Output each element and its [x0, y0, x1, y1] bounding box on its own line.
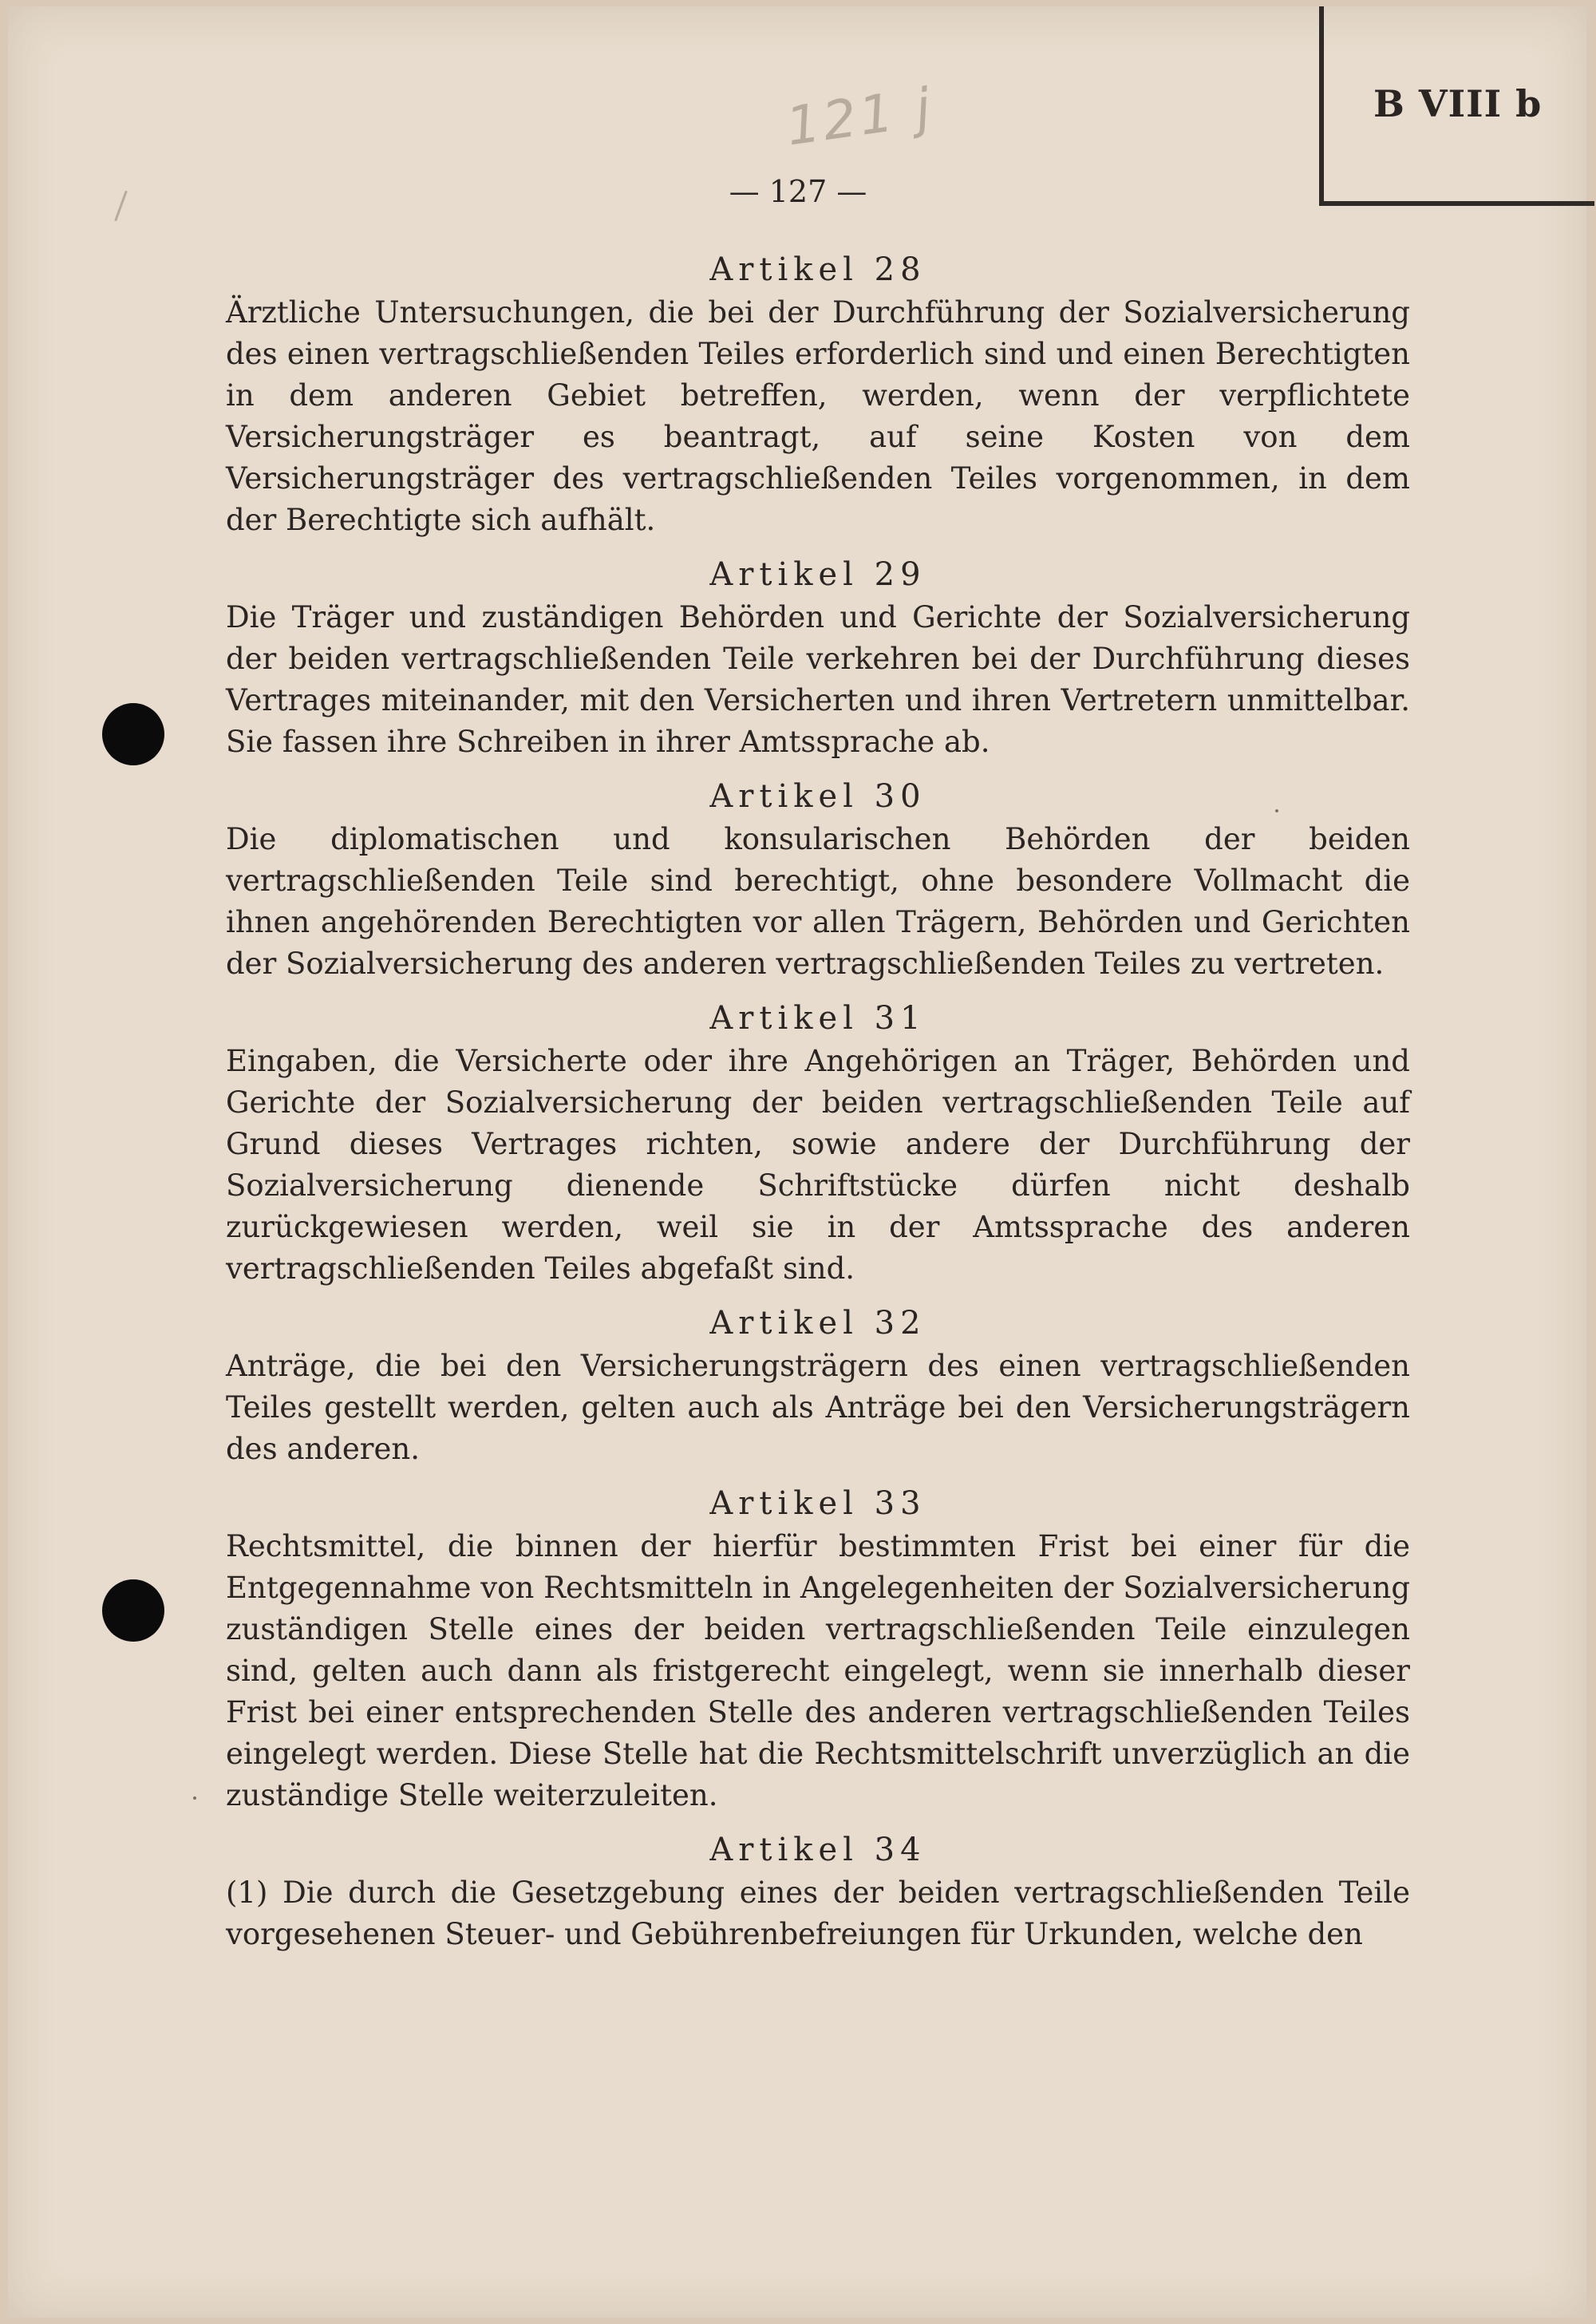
- article-text: (1) Die durch die Gesetzgebung eines der beiden vertragschließenden Teile vorgesehenen Steuer- und Gebührenbefreiungen für Urkunden, welche den: [226, 1875, 1410, 1951]
- article-heading: Artikel 29: [709, 556, 926, 593]
- article-heading: Artikel 30: [709, 778, 926, 815]
- article-heading: Artikel 31: [709, 1000, 926, 1037]
- page-number: — 127 —: [729, 174, 867, 209]
- article-text: Eingaben, die Versicherte oder ihre Angehörigen an Träger, Behörden und Gerichte der Sozialversicherung der beiden vertragschließenden Teile auf Grund dieses Vertrages richten, sowie andere der Durchführung der Sozialversicherung dienende Schriftstücke dürfen nicht deshalb zurückgewiesen werden, weil sie in der Amtssprache des anderen vertragschließenden Teiles abgefaßt sind.: [226, 1044, 1410, 1286]
- stamp-label: B VIII b: [1373, 82, 1543, 125]
- article-text: Ärztliche Untersuchungen, die bei der Durchführung der Sozialversicherung des einen vertragschließenden Teiles erforderlich sind und einen Berechtigten in dem anderen Gebiet betreffen, werden, wenn der verpflichtete Versicherungsträger es beantragt, auf seine Kosten von dem Versicherungsträger des vertragschließenden Teiles vorgenommen, in dem der Berechtigte sich aufhält.: [226, 295, 1410, 537]
- article-heading: Artikel 33: [709, 1485, 926, 1522]
- article-text: Die Träger und zuständigen Behörden und Gerichte der Sozialversicherung der beiden vertragschließenden Teile verkehren bei der Durchführung dieses Vertrages miteinander, mit den Versicherten und ihren Vertretern unmittelbar. Sie fassen ihre Schreiben in ihrer Amtssprache ab.: [226, 600, 1410, 759]
- document-body: [226, 247, 1410, 1955]
- punch-hole-icon: [102, 1579, 164, 1642]
- article-34: [226, 1828, 1410, 1955]
- article-29: [226, 552, 1410, 763]
- paper-speck: [193, 1796, 196, 1800]
- article-31: [226, 996, 1410, 1290]
- article-text: Rechtsmittel, die binnen der hierfür bestimmten Frist bei einer für die Entgegennahme von Rechtsmitteln in Angelegenheiten der Sozialversicherung zuständigen Stelle eines der beiden vertragschließenden Teile einzulegen sind, gelten auch dann als fristgerecht eingelegt, wenn sie innerhalb dieser Frist bei einer entsprechenden Stelle des anderen vertragschließenden Teiles eingelegt werden. Diese Stelle hat die Rechtsmittelschrift unverzüglich an die zuständige Stelle weiterzuleiten.: [226, 1529, 1410, 1812]
- article-text: Die diplomatischen und konsularischen Behörden der beiden vertragschließenden Teile sind berechtigt, ohne besondere Vollmacht die ihnen angehörenden Berechtigten vor allen Trägern, Behörden und Gerichten der Sozialversicherung des anderen vertragschließenden Teiles zu vertreten.: [226, 822, 1410, 981]
- article-heading: Artikel 34: [709, 1832, 926, 1868]
- article-33: [226, 1481, 1410, 1816]
- article-32: [226, 1301, 1410, 1470]
- article-heading: Artikel 32: [709, 1305, 926, 1342]
- handwritten-annotation: 121 j: [782, 76, 938, 158]
- article-text: Anträge, die bei den Versicherungsträgern des einen vertragschließenden Teiles gestellt werden, gelten auch als Anträge bei den Versicherungsträgern des anderen.: [226, 1349, 1410, 1466]
- article-30: [226, 774, 1410, 985]
- article-heading: Artikel 28: [709, 251, 926, 288]
- punch-hole-icon: [102, 703, 164, 765]
- article-28: [226, 247, 1410, 541]
